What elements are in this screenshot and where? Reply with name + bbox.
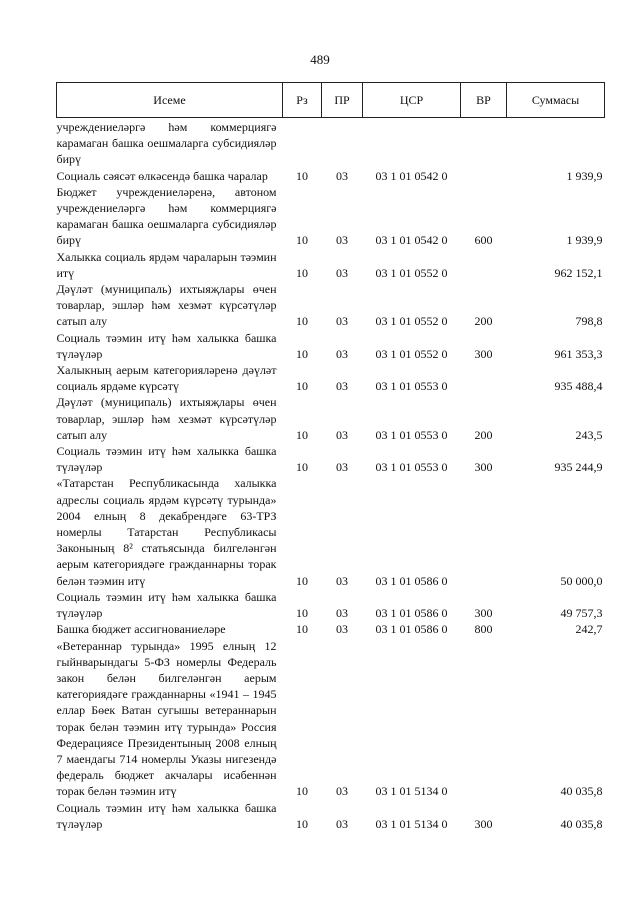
cell-sum: 243,5	[575, 427, 603, 442]
cell-pr	[322, 118, 363, 168]
cell-pr: 03	[336, 816, 348, 831]
cell-name: «Ветераннар турында» 1995 елның 12 гыйнварындагы 5-ФЗ номерлы Федераль закон белән билгеләнгән аерым категориядәге гражданнарны «1941 – 1945 еллар Бөек Ватан сугышы ветераннарын торак белән тәэмин итү турында» Россия Федерациясе Президентының 2008 елның 7 маендагы 714 номерлы Указы нигезендә федераль бюджет акчалары исәбеннән торак белән тәэмин итү	[56, 638, 277, 799]
page-number: 489	[310, 52, 330, 67]
cell-pr: 03	[336, 622, 348, 637]
table-row	[57, 362, 605, 394]
table-row	[57, 184, 605, 249]
cell-sum: 1 939,9	[566, 233, 603, 248]
cell-pr: 03	[336, 265, 348, 280]
cell-name: Бюджет учреждениеләренә, автоном учреждениеләргә һәм коммерциягә карамаган башка оешмаларга субсидияләр бирү	[56, 184, 277, 248]
cell-rz: 10	[296, 622, 308, 637]
cell-csr: 03 1 01 0542 0	[375, 233, 448, 248]
cell-name: Дәүләт (муниципаль) ихтыяҗлары өчен товарлар, эшләр һәм хезмәт күрсәтүләр сатып алу	[56, 395, 277, 442]
cell-vr: 200	[474, 314, 493, 329]
cell-rz: 10	[296, 233, 308, 248]
cell-csr: 03 1 01 5134 0	[375, 784, 448, 799]
cell-rz: 10	[296, 784, 308, 799]
cell-vr	[461, 362, 507, 394]
cell-vr: 300	[474, 346, 493, 361]
cell-csr: 03 1 01 0586 0	[375, 622, 448, 637]
cell-sum	[507, 118, 605, 168]
table-row	[57, 168, 605, 184]
table-row	[57, 638, 605, 800]
cell-name: Социаль тәэмин итү һәм халыкка башка түләүләр	[56, 444, 277, 475]
cell-csr: 03 1 01 0553 0	[375, 427, 448, 442]
cell-rz: 10	[296, 816, 308, 831]
budget-table	[56, 82, 605, 832]
cell-vr: 800	[474, 622, 493, 637]
cell-sum: 242,7	[575, 622, 603, 637]
cell-rz	[283, 118, 322, 168]
header-rz: Рз	[283, 83, 322, 118]
cell-vr: 300	[474, 460, 493, 475]
cell-rz: 10	[296, 573, 308, 588]
cell-name: «Татарстан Республикасында халыкка адреслы социаль ярдәм күрсәтү турында» 2004 елның 8 декабрендәге 63-ТРЗ номерлы Татарстан Республикасы Законының 8² статьясында билгеләнгән аерым категориядәге гражданнарны торак белән тәэмин итү	[56, 476, 277, 588]
cell-vr: 200	[474, 427, 493, 442]
cell-vr: 300	[474, 816, 493, 831]
cell-sum: 1 939,9	[566, 168, 603, 183]
cell-csr: 03 1 01 0552 0	[375, 265, 448, 280]
table-row	[57, 394, 605, 443]
cell-pr: 03	[336, 379, 348, 394]
cell-sum: 935 244,9	[554, 460, 603, 475]
table-row	[57, 281, 605, 330]
cell-pr: 03	[336, 168, 348, 183]
cell-rz: 10	[296, 265, 308, 280]
cell-pr: 03	[336, 784, 348, 799]
cell-rz: 10	[296, 606, 308, 621]
cell-pr: 03	[336, 346, 348, 361]
cell-sum: 798,8	[575, 314, 603, 329]
cell-sum: 40 035,8	[560, 784, 603, 799]
header-pr: ПР	[322, 83, 363, 118]
cell-vr	[461, 475, 507, 588]
header-vr: ВР	[461, 83, 507, 118]
table-header-row	[57, 83, 605, 118]
cell-pr: 03	[336, 460, 348, 475]
cell-vr	[461, 168, 507, 184]
cell-vr: 300	[474, 606, 493, 621]
cell-csr: 03 1 01 0586 0	[375, 573, 448, 588]
cell-sum: 49 757,3	[560, 606, 603, 621]
cell-rz: 10	[296, 427, 308, 442]
cell-csr: 03 1 01 0586 0	[375, 606, 448, 621]
cell-sum: 40 035,8	[560, 816, 603, 831]
cell-sum: 50 000,0	[560, 573, 603, 588]
cell-rz: 10	[296, 460, 308, 475]
cell-name: Халыкка социаль ярдәм чараларын тәэмин итү	[56, 249, 277, 280]
table-row	[57, 475, 605, 588]
cell-rz: 10	[296, 314, 308, 329]
cell-name: Халыкның аерым категорияләренә дәүләт социаль ярдәме күрсәтү	[56, 363, 277, 394]
cell-name: Башка бюджет ассигнованиеләре	[56, 622, 226, 637]
table-row	[57, 589, 605, 621]
cell-csr	[363, 118, 461, 168]
cell-vr	[461, 638, 507, 800]
cell-pr: 03	[336, 427, 348, 442]
cell-csr: 03 1 01 0552 0	[375, 314, 448, 329]
cell-pr: 03	[336, 573, 348, 588]
cell-name: Дәүләт (муниципаль) ихтыяҗлары өчен товарлар, эшләр һәм хезмәт күрсәтүләр сатып алу	[56, 282, 277, 329]
cell-rz: 10	[296, 168, 308, 183]
table-row	[57, 249, 605, 281]
cell-csr: 03 1 01 0553 0	[375, 379, 448, 394]
cell-csr: 03 1 01 0542 0	[375, 168, 448, 183]
cell-name: учреждениеләргә һәм коммерциягә карамаган башка оешмаларга субсидияләр бирү	[56, 120, 277, 167]
cell-rz: 10	[296, 379, 308, 394]
table-row	[57, 443, 605, 475]
cell-sum: 935 488,4	[554, 379, 603, 394]
cell-pr: 03	[336, 314, 348, 329]
cell-csr: 03 1 01 5134 0	[375, 816, 448, 831]
cell-sum: 962 152,1	[554, 265, 603, 280]
cell-name: Социаль тәэмин итү һәм халыкка башка түләүләр	[56, 330, 277, 361]
table-row	[57, 621, 605, 637]
cell-rz: 10	[296, 346, 308, 361]
header-sum: Суммасы	[507, 83, 605, 118]
cell-name: Социаль сәясәт өлкәсендә башка чаралар	[56, 168, 268, 183]
header-csr: ЦСР	[363, 83, 461, 118]
table-row	[57, 800, 605, 832]
header-name: Исеме	[57, 83, 283, 118]
cell-name: Социаль тәэмин итү һәм халыкка башка түләүләр	[56, 589, 277, 621]
cell-name: Социаль тәэмин итү һәм халыкка башка түләүләр	[56, 800, 277, 831]
table-row	[57, 330, 605, 362]
cell-csr: 03 1 01 0552 0	[375, 346, 448, 361]
cell-vr	[461, 118, 507, 168]
cell-vr	[461, 249, 507, 281]
cell-csr: 03 1 01 0553 0	[375, 460, 448, 475]
table-row	[57, 118, 605, 168]
cell-vr: 600	[474, 233, 493, 248]
cell-pr: 03	[336, 606, 348, 621]
cell-sum: 961 353,3	[554, 346, 603, 361]
cell-pr: 03	[336, 233, 348, 248]
